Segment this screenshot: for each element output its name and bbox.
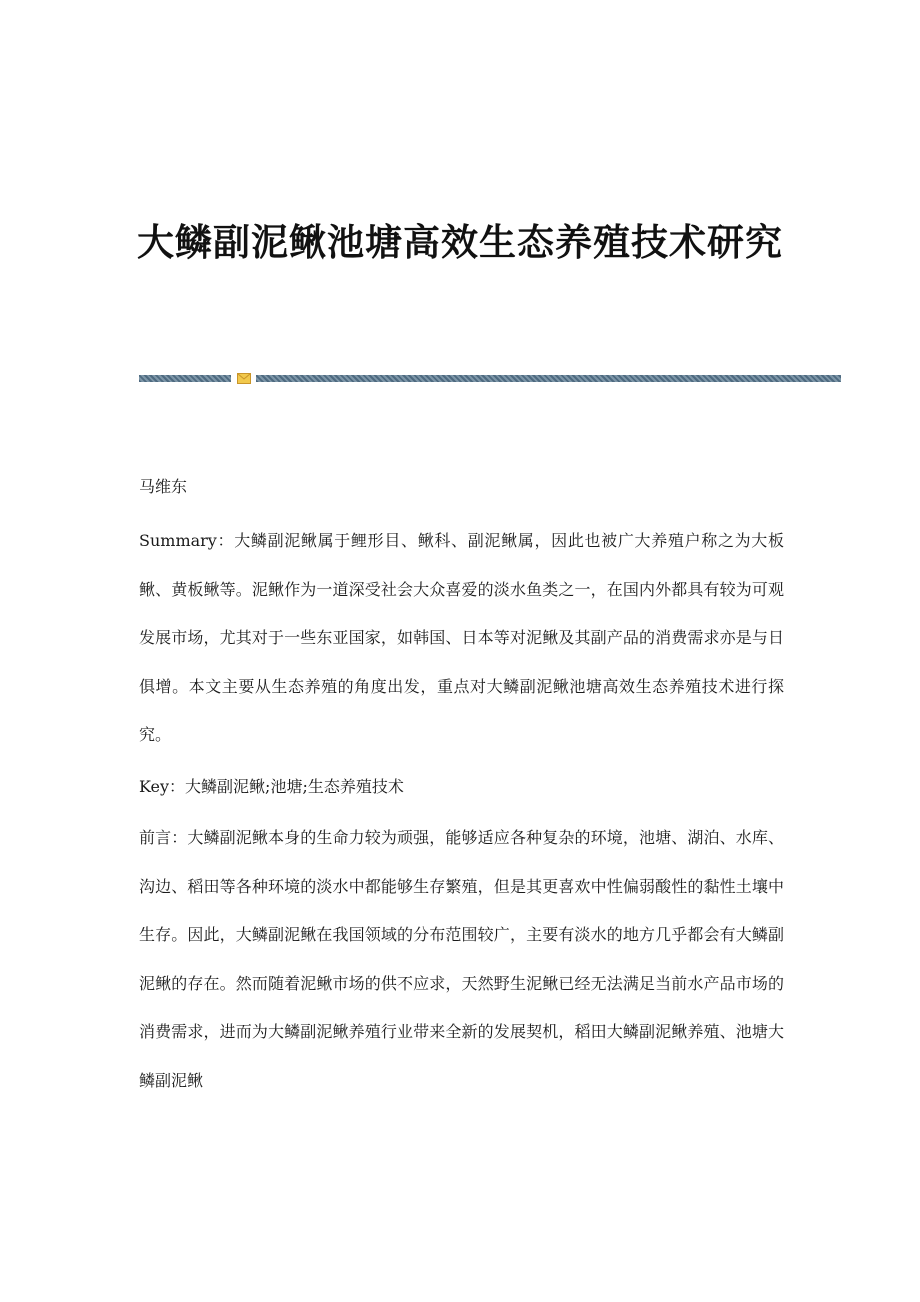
summary-paragraph [139, 517, 784, 760]
key-text: 大鳞副泥鳅;池塘;生态养殖技术 [185, 777, 404, 796]
summary-label: Summary： [139, 531, 235, 550]
intro-paragraph [139, 814, 784, 1105]
keywords-paragraph [139, 763, 784, 812]
divider-bar-left [139, 375, 231, 382]
envelope-icon [237, 373, 251, 384]
divider-bar-right [256, 375, 841, 382]
intro-text: 大鳞副泥鳅本身的生命力较为顽强，能够适应各种复杂的环境，池塘、湖泊、水库、沟边、稻田等各种环境的淡水中都能够生存繁殖，但是其更喜欢中性偏弱酸性的黏性土壤中生存。因此，大鳞副泥鳅在我国领域的分布范围较广，主要有淡水的地方几乎都会有大鳞副泥鳅的存在。然而随着泥鳅市场的供不应求，天然野生泥鳅已经无法满足当前水产品市场的消费需求，进而为大鳞副泥鳅养殖行业带来全新的发展契机，稻田大鳞副泥鳅养殖、池塘大鳞副泥鳅 [139, 828, 784, 1090]
document-title: 大鳞副泥鳅池塘高效生态养殖技术研究 [137, 220, 783, 264]
author-name: 马维东 [139, 477, 188, 496]
summary-text: 大鳞副泥鳅属于鲤形目、鳅科、副泥鳅属，因此也被广大养殖户称之为大板鳅、黄板鳅等。泥鳅作为一道深受社会大众喜爱的淡水鱼类之一，在国内外都具有较为可观发展市场，尤其对于一些东亚国家，如韩国、日本等对泥鳅及其副产品的消费需求亦是与日俱增。本文主要从生态养殖的角度出发，重点对大鳞副泥鳅池塘高效生态养殖技术进行探究。 [139, 531, 784, 744]
title-divider [139, 373, 841, 384]
key-label: Key： [139, 777, 186, 796]
intro-label: 前言： [139, 828, 188, 847]
